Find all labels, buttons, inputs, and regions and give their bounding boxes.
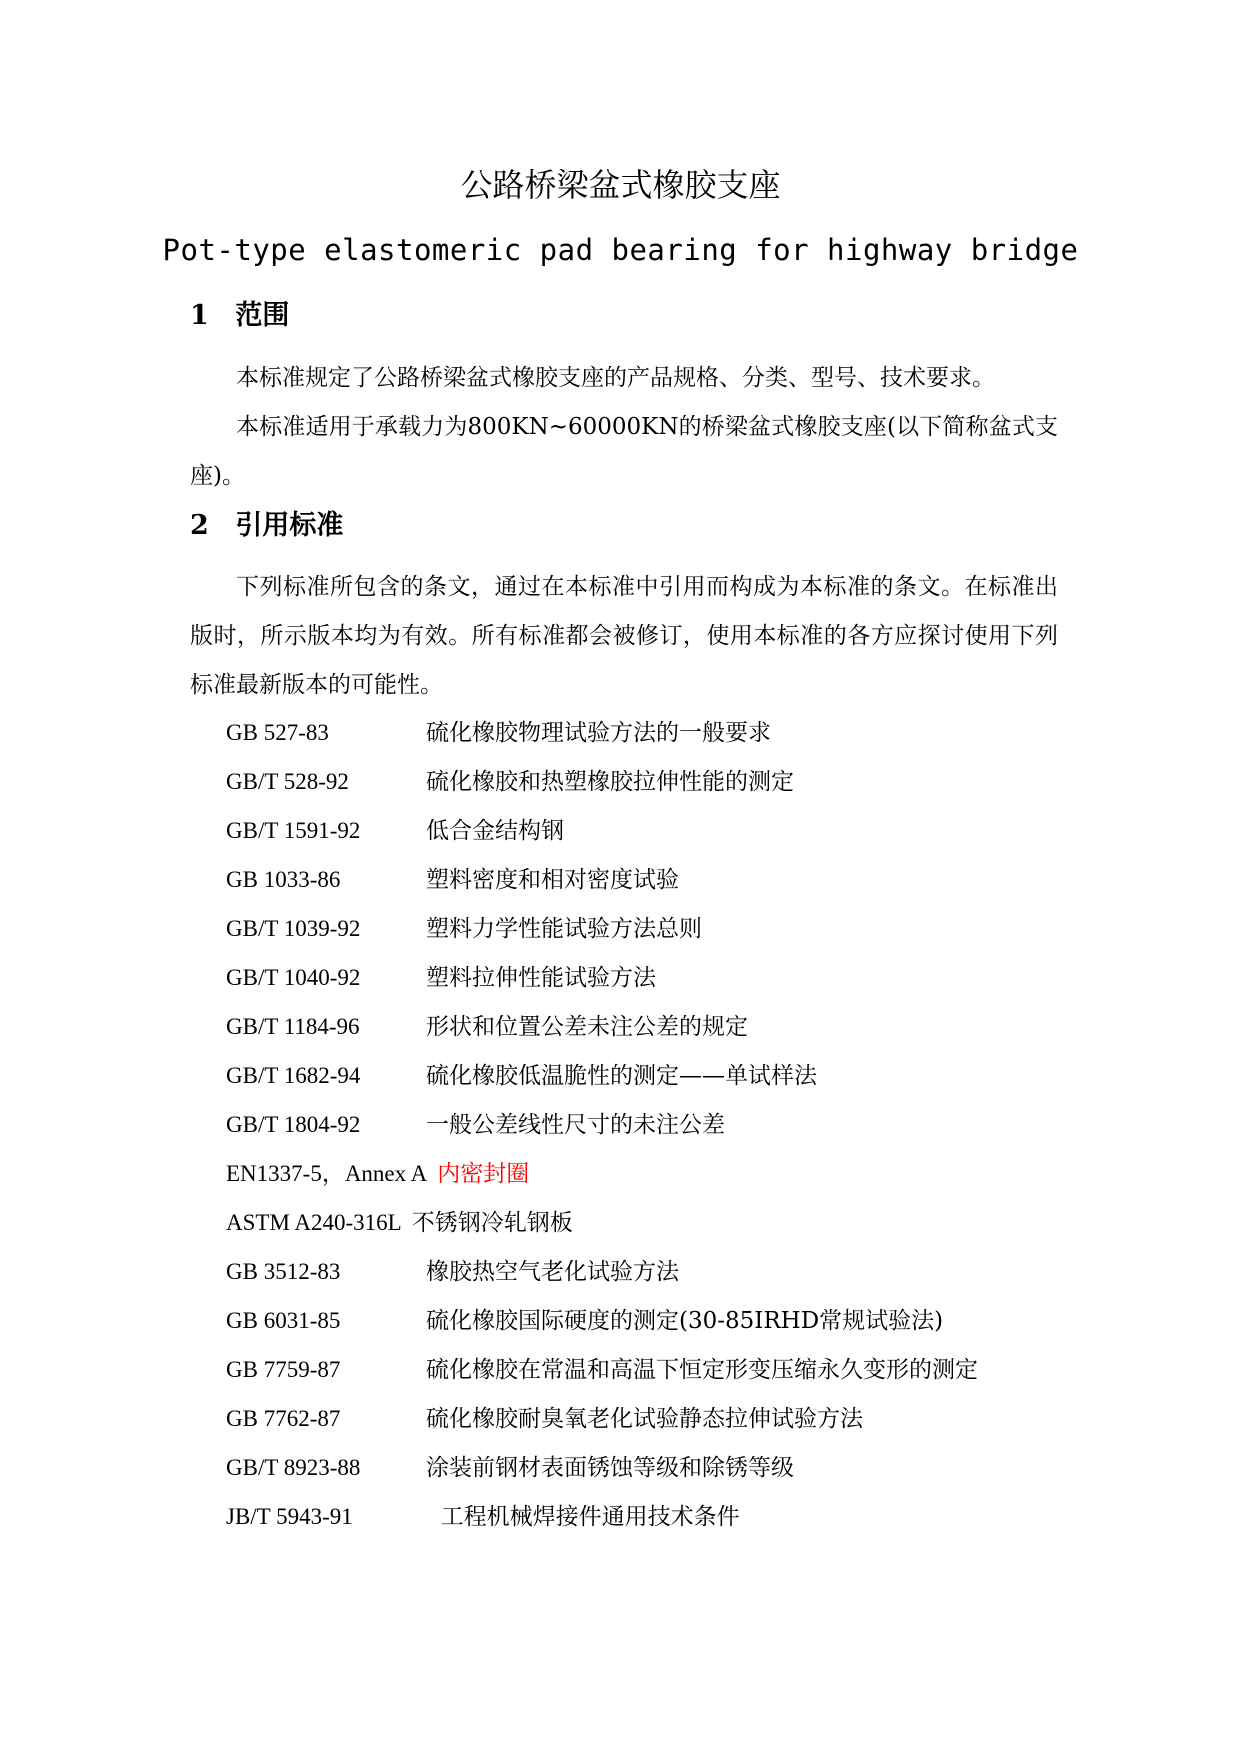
section-2-title: 引用标准 <box>235 510 344 541</box>
reference-item <box>226 1100 978 1149</box>
reference-item <box>226 1492 978 1541</box>
reference-item <box>226 1051 978 1100</box>
reference-code: GB/T 8923-88 <box>226 1455 361 1480</box>
reference-item <box>226 708 978 757</box>
reference-code: GB 7762-87 <box>226 1406 341 1431</box>
reference-title: 内密封圈 <box>437 1161 530 1187</box>
reference-item <box>226 806 978 855</box>
reference-item <box>226 1345 978 1394</box>
reference-code: EN1337-5，Annex A <box>226 1161 428 1186</box>
reference-title: 塑料拉伸性能试验方法 <box>426 965 656 991</box>
document-title-cn: 公路桥梁盆式橡胶支座 <box>460 166 781 204</box>
reference-title: 一般公差线性尺寸的未注公差 <box>426 1112 725 1138</box>
reference-list <box>226 708 978 1541</box>
reference-code: GB 3512-83 <box>226 1259 341 1284</box>
reference-code: GB 6031-85 <box>226 1308 341 1333</box>
section-1-paragraph-2: 本标准适用于承载力为800KN~60000KN的桥梁盆式橡胶支座(以下简称盆式支座)。 <box>190 414 1058 489</box>
section-1-paragraph-1: 本标准规定了公路桥梁盆式橡胶支座的产品规格、分类、型号、技术要求。 <box>236 365 995 391</box>
section-2-heading <box>190 508 343 544</box>
reference-code: GB/T 1040-92 <box>226 965 361 990</box>
reference-code: GB/T 1184-96 <box>226 1014 360 1039</box>
reference-title: 硫化橡胶低温脆性的测定——单试样法 <box>426 1063 817 1089</box>
section-2-intro: 下列标准所包含的条文，通过在本标准中引用而构成为本标准的条文。在标准出版时，所示版本均为有效。所有标准都会被修订，使用本标准的各方应探讨使用下列标准最新版本的可能性。 <box>190 574 1058 698</box>
reference-code: GB 527-83 <box>226 720 329 745</box>
reference-title: 塑料力学性能试验方法总则 <box>426 916 702 942</box>
reference-code: GB/T 1039-92 <box>226 916 361 941</box>
reference-title: 硫化橡胶和热塑橡胶拉伸性能的测定 <box>426 769 794 795</box>
reference-item <box>226 953 978 1002</box>
reference-code: GB/T 1804-92 <box>226 1112 361 1137</box>
reference-title: 硫化橡胶物理试验方法的一般要求 <box>426 720 771 746</box>
reference-title: 硫化橡胶耐臭氧老化试验静态拉伸试验方法 <box>426 1406 863 1432</box>
reference-code: GB/T 528-92 <box>226 769 349 794</box>
reference-item <box>226 1002 978 1051</box>
reference-title: 硫化橡胶国际硬度的测定(30-85IRHD常规试验法) <box>426 1308 944 1334</box>
document-title-en: Pot-type elastomeric pad bearing for highway bridge <box>162 233 1079 267</box>
reference-code: ASTM A240-316L <box>226 1210 402 1235</box>
reference-title: 形状和位置公差未注公差的规定 <box>426 1014 748 1040</box>
section-1-number: 1 <box>190 300 209 331</box>
reference-item <box>226 1198 978 1247</box>
reference-item <box>226 1149 978 1198</box>
reference-item <box>226 904 978 953</box>
reference-code: JB/T 5943-91 <box>226 1504 353 1529</box>
section-1-title: 范围 <box>235 300 290 331</box>
reference-code: GB 1033-86 <box>226 867 341 892</box>
reference-title: 涂装前钢材表面锈蚀等级和除锈等级 <box>426 1455 794 1481</box>
reference-title: 不锈钢冷轧钢板 <box>411 1210 573 1236</box>
reference-code: GB 7759-87 <box>226 1357 341 1382</box>
reference-item <box>226 757 978 806</box>
reference-title: 工程机械焊接件通用技术条件 <box>426 1504 740 1530</box>
section-2-number: 2 <box>190 510 209 541</box>
reference-code: GB/T 1682-94 <box>226 1063 361 1088</box>
reference-title: 塑料密度和相对密度试验 <box>426 867 679 893</box>
reference-item <box>226 1443 978 1492</box>
reference-item <box>226 1296 978 1345</box>
reference-code: GB/T 1591-92 <box>226 818 361 843</box>
reference-title: 硫化橡胶在常温和高温下恒定形变压缩永久变形的测定 <box>426 1357 978 1383</box>
reference-item <box>226 1394 978 1443</box>
reference-item <box>226 855 978 904</box>
reference-item <box>226 1247 978 1296</box>
section-1-heading <box>190 298 289 334</box>
reference-title: 低合金结构钢 <box>426 818 564 844</box>
reference-title: 橡胶热空气老化试验方法 <box>426 1259 679 1285</box>
